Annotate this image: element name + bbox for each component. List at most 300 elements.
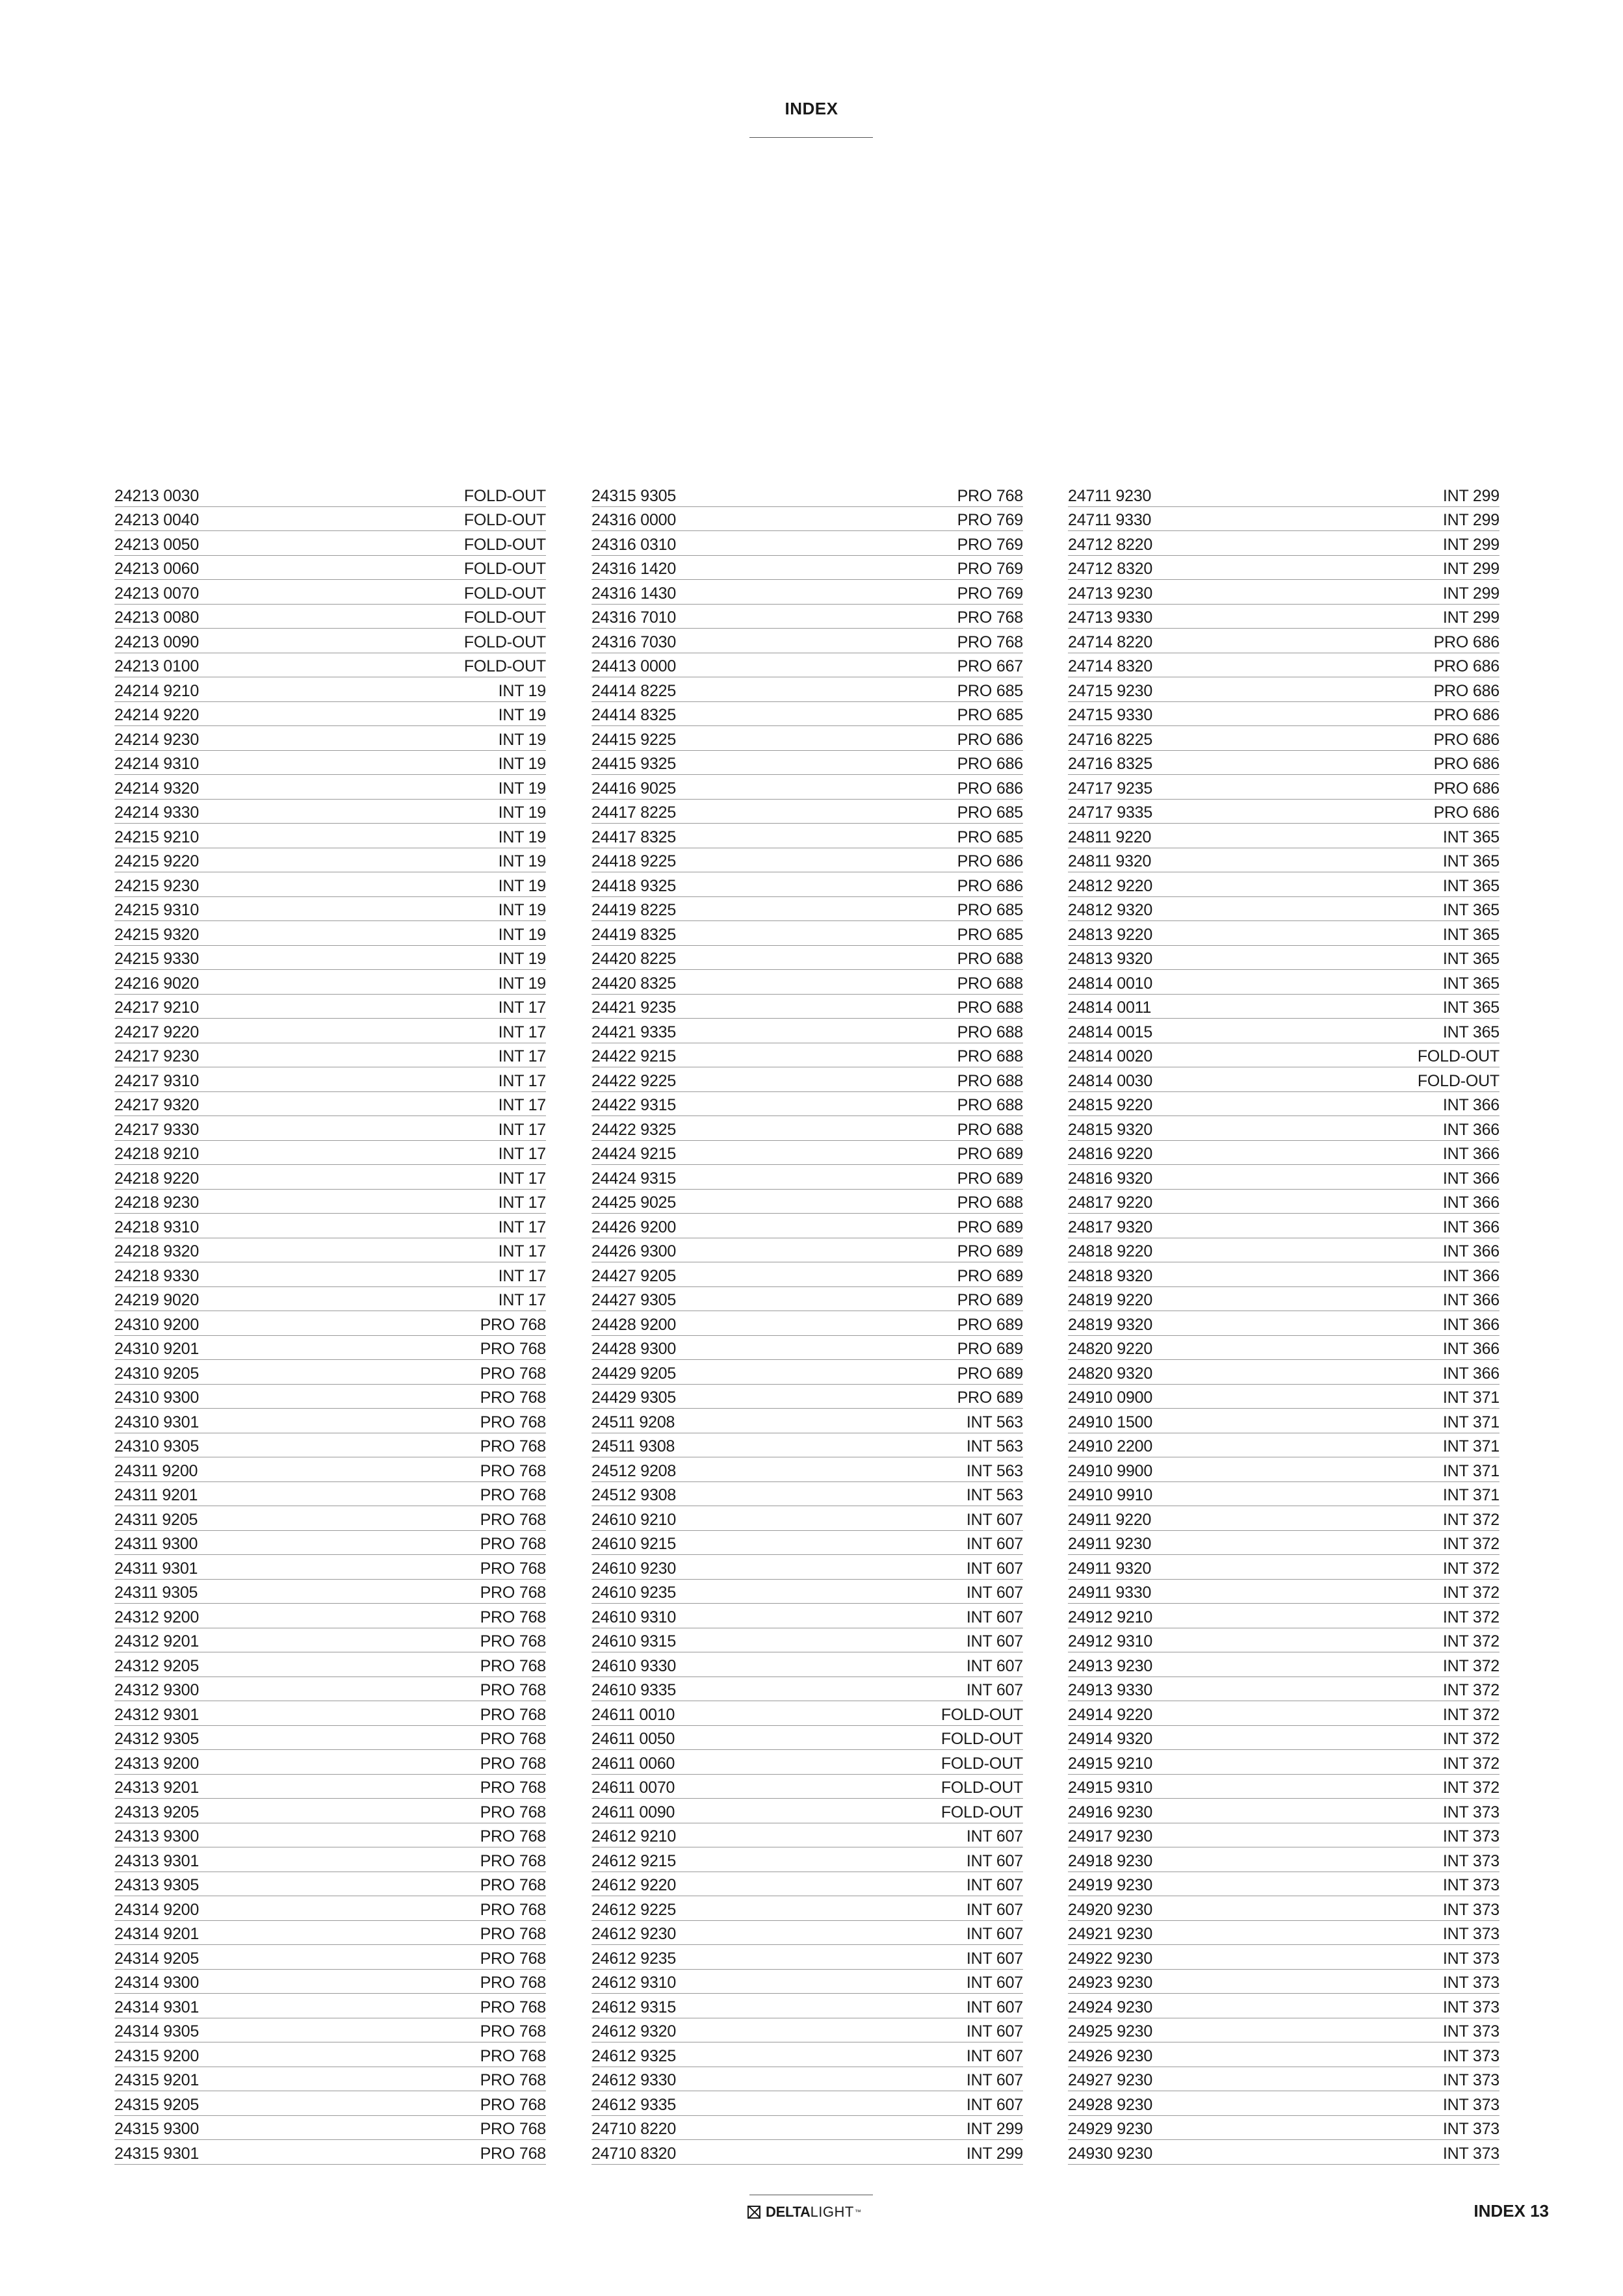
page-reference: PRO 689 bbox=[957, 1169, 1023, 1188]
page-reference: FOLD-OUT bbox=[941, 1779, 1023, 1797]
article-code: 24424 9215 bbox=[591, 1145, 677, 1163]
article-code: 24316 1420 bbox=[591, 560, 677, 578]
article-code: 24316 7010 bbox=[591, 608, 677, 627]
page-reference: PRO 667 bbox=[957, 657, 1023, 675]
index-row bbox=[1068, 1262, 1500, 1287]
index-row bbox=[1068, 1580, 1500, 1604]
logo-text-bold: DELTA bbox=[766, 2204, 811, 2220]
index-row bbox=[591, 1019, 1023, 1043]
page-reference: FOLD-OUT bbox=[463, 535, 546, 554]
index-row bbox=[1068, 970, 1500, 995]
page-reference: PRO 768 bbox=[480, 1754, 546, 1773]
page-reference: INT 373 bbox=[1442, 1900, 1500, 1919]
article-code: 24612 9320 bbox=[591, 2022, 677, 2041]
page-reference: INT 373 bbox=[1442, 1998, 1500, 2016]
page-reference: FOLD-OUT bbox=[463, 584, 546, 603]
article-code: 24612 9210 bbox=[591, 1827, 677, 1846]
article-code: 24820 9320 bbox=[1068, 1364, 1153, 1383]
index-column-2 bbox=[591, 482, 1023, 2165]
index-row bbox=[591, 629, 1023, 653]
index-row bbox=[591, 1677, 1023, 1702]
page-reference: INT 19 bbox=[498, 755, 546, 773]
page-reference: PRO 768 bbox=[480, 1608, 546, 1626]
index-row bbox=[114, 1677, 546, 1702]
article-code: 24213 0040 bbox=[114, 511, 200, 529]
page-title: INDEX bbox=[785, 99, 838, 118]
page-reference: PRO 768 bbox=[480, 1584, 546, 1602]
article-code: 24417 8225 bbox=[591, 803, 677, 822]
article-code: 24316 1430 bbox=[591, 584, 677, 603]
index-row bbox=[1068, 751, 1500, 776]
page-reference: INT 365 bbox=[1442, 876, 1500, 895]
page-reference: FOLD-OUT bbox=[1417, 1071, 1500, 1090]
article-code: 24214 9220 bbox=[114, 706, 200, 724]
index-row bbox=[114, 897, 546, 922]
article-code: 24413 0000 bbox=[591, 657, 677, 675]
article-code: 24419 8325 bbox=[591, 925, 677, 944]
index-row bbox=[1068, 1652, 1500, 1677]
article-code: 24928 9230 bbox=[1068, 2095, 1153, 2114]
index-row bbox=[114, 1116, 546, 1141]
page-reference: PRO 768 bbox=[480, 1389, 546, 1407]
page-reference: FOLD-OUT bbox=[463, 633, 546, 651]
index-row bbox=[591, 1970, 1023, 1994]
page-reference: FOLD-OUT bbox=[463, 560, 546, 578]
page-reference: PRO 768 bbox=[957, 633, 1023, 651]
article-code: 24610 9210 bbox=[591, 1510, 677, 1529]
page-reference: FOLD-OUT bbox=[941, 1754, 1023, 1773]
page-reference: INT 372 bbox=[1442, 1730, 1500, 1748]
index-row bbox=[1068, 1921, 1500, 1946]
page-reference: PRO 768 bbox=[480, 1510, 546, 1529]
article-code: 24218 9310 bbox=[114, 1218, 200, 1236]
page-reference: INT 607 bbox=[966, 1656, 1023, 1675]
index-row bbox=[591, 2042, 1023, 2067]
page-reference: PRO 768 bbox=[480, 1876, 546, 1894]
logo-trademark: ™ bbox=[854, 2208, 861, 2216]
article-code: 24421 9335 bbox=[591, 1023, 677, 1041]
article-code: 24415 9325 bbox=[591, 755, 677, 773]
article-code: 24811 9220 bbox=[1068, 828, 1152, 846]
index-row bbox=[114, 653, 546, 678]
index-row bbox=[1068, 629, 1500, 653]
page-reference: INT 372 bbox=[1442, 1754, 1500, 1773]
index-row bbox=[114, 1775, 546, 1799]
page-reference: INT 299 bbox=[966, 2120, 1023, 2138]
article-code: 24911 9320 bbox=[1068, 1559, 1152, 1578]
article-code: 24926 9230 bbox=[1068, 2046, 1153, 2065]
article-code: 24418 9325 bbox=[591, 876, 677, 895]
article-code: 24512 9308 bbox=[591, 1486, 677, 1504]
page-reference: FOLD-OUT bbox=[941, 1803, 1023, 1821]
article-code: 24428 9200 bbox=[591, 1315, 677, 1334]
article-code: 24713 9330 bbox=[1068, 608, 1153, 627]
page-reference: PRO 768 bbox=[480, 1730, 546, 1748]
article-code: 24717 9335 bbox=[1068, 803, 1153, 822]
page-reference: INT 607 bbox=[966, 1608, 1023, 1626]
index-row bbox=[1068, 1847, 1500, 1872]
index-row bbox=[114, 1287, 546, 1312]
article-code: 24610 9235 bbox=[591, 1584, 677, 1602]
index-row bbox=[591, 1482, 1023, 1507]
article-code: 24610 9230 bbox=[591, 1559, 677, 1578]
article-code: 24312 9200 bbox=[114, 1608, 200, 1626]
page-reference: PRO 768 bbox=[480, 2071, 546, 2089]
page-reference: PRO 689 bbox=[957, 1218, 1023, 1236]
index-row bbox=[1068, 2042, 1500, 2067]
page-reference: PRO 768 bbox=[480, 1705, 546, 1724]
article-code: 24217 9330 bbox=[114, 1120, 200, 1139]
page-reference: INT 373 bbox=[1442, 2120, 1500, 2138]
page-reference: PRO 769 bbox=[957, 535, 1023, 554]
article-code: 24214 9230 bbox=[114, 730, 200, 749]
page-reference: PRO 769 bbox=[957, 584, 1023, 603]
page-reference: INT 607 bbox=[966, 1925, 1023, 1943]
page-reference: INT 607 bbox=[966, 1876, 1023, 1894]
index-row bbox=[591, 872, 1023, 897]
article-code: 24427 9305 bbox=[591, 1291, 677, 1309]
index-row bbox=[114, 1628, 546, 1653]
page-reference: PRO 688 bbox=[957, 1120, 1023, 1139]
article-code: 24312 9301 bbox=[114, 1705, 200, 1724]
page-reference: INT 17 bbox=[498, 1047, 546, 1065]
index-row bbox=[1068, 1165, 1500, 1190]
index-row bbox=[591, 921, 1023, 946]
article-code: 24610 9315 bbox=[591, 1632, 677, 1650]
page-reference: PRO 685 bbox=[957, 803, 1023, 822]
page-reference: PRO 686 bbox=[1433, 633, 1500, 651]
page-reference: PRO 688 bbox=[957, 1071, 1023, 1090]
index-row bbox=[1068, 872, 1500, 897]
page-reference: INT 563 bbox=[966, 1486, 1023, 1504]
page-reference: FOLD-OUT bbox=[463, 511, 546, 529]
index-row bbox=[114, 1506, 546, 1531]
index-row bbox=[114, 2042, 546, 2067]
article-code: 24919 9230 bbox=[1068, 1876, 1153, 1894]
article-code: 24610 9335 bbox=[591, 1681, 677, 1699]
article-code: 24715 9230 bbox=[1068, 681, 1153, 700]
article-code: 24217 9310 bbox=[114, 1071, 200, 1090]
index-row bbox=[1068, 1019, 1500, 1043]
article-code: 24310 9301 bbox=[114, 1413, 200, 1431]
article-code: 24315 9301 bbox=[114, 2144, 200, 2163]
article-code: 24910 0900 bbox=[1068, 1389, 1153, 1407]
index-row bbox=[114, 1994, 546, 2018]
page-reference: INT 607 bbox=[966, 1900, 1023, 1919]
index-row bbox=[1068, 824, 1500, 848]
article-code: 24213 0090 bbox=[114, 633, 200, 651]
article-code: 24414 8225 bbox=[591, 681, 677, 700]
article-code: 24911 9330 bbox=[1068, 1584, 1152, 1602]
article-code: 24611 0070 bbox=[591, 1779, 675, 1797]
index-row bbox=[114, 1555, 546, 1580]
index-row bbox=[114, 1921, 546, 1946]
page-reference: INT 366 bbox=[1442, 1340, 1500, 1358]
article-code: 24218 9320 bbox=[114, 1242, 200, 1260]
index-row bbox=[114, 1360, 546, 1385]
article-code: 24215 9230 bbox=[114, 876, 200, 895]
article-code: 24920 9230 bbox=[1068, 1900, 1153, 1919]
page-reference: INT 19 bbox=[498, 730, 546, 749]
article-code: 24819 9320 bbox=[1068, 1315, 1153, 1334]
page-reference: PRO 689 bbox=[957, 1291, 1023, 1309]
page-reference: PRO 768 bbox=[480, 1779, 546, 1797]
page-reference: INT 17 bbox=[498, 1096, 546, 1114]
page-reference: PRO 686 bbox=[957, 779, 1023, 798]
page-reference: INT 372 bbox=[1442, 1632, 1500, 1650]
page-reference: PRO 686 bbox=[1433, 803, 1500, 822]
page-reference: INT 366 bbox=[1442, 1194, 1500, 1212]
index-row bbox=[1068, 1677, 1500, 1702]
index-row bbox=[591, 1385, 1023, 1409]
page-reference: INT 607 bbox=[966, 1510, 1023, 1529]
article-code: 24316 0000 bbox=[591, 511, 677, 529]
article-code: 24429 9205 bbox=[591, 1364, 677, 1383]
index-row bbox=[1068, 1823, 1500, 1848]
index-row bbox=[114, 1872, 546, 1897]
index-row bbox=[1068, 2116, 1500, 2141]
page-reference: PRO 768 bbox=[480, 1340, 546, 1358]
article-code: 24314 9301 bbox=[114, 1998, 200, 2016]
index-row bbox=[1068, 1970, 1500, 1994]
article-code: 24611 0090 bbox=[591, 1803, 675, 1821]
article-code: 24813 9220 bbox=[1068, 925, 1153, 944]
article-code: 24215 9330 bbox=[114, 950, 200, 968]
article-code: 24426 9300 bbox=[591, 1242, 677, 1260]
index-row bbox=[591, 1457, 1023, 1482]
article-code: 24218 9210 bbox=[114, 1145, 200, 1163]
page-reference: INT 372 bbox=[1442, 1584, 1500, 1602]
index-row bbox=[1068, 1750, 1500, 1775]
article-code: 24811 9320 bbox=[1068, 852, 1152, 870]
index-row bbox=[114, 1823, 546, 1848]
page-reference: PRO 768 bbox=[480, 1974, 546, 1992]
index-row bbox=[591, 1921, 1023, 1946]
article-code: 24215 9220 bbox=[114, 852, 200, 870]
article-code: 24415 9225 bbox=[591, 730, 677, 749]
page-reference: INT 373 bbox=[1442, 1827, 1500, 1846]
article-code: 24911 9230 bbox=[1068, 1535, 1152, 1553]
page-reference: INT 19 bbox=[498, 828, 546, 846]
page-reference: INT 19 bbox=[498, 901, 546, 919]
page-reference: INT 365 bbox=[1442, 828, 1500, 846]
article-code: 24312 9300 bbox=[114, 1681, 200, 1699]
index-row bbox=[1068, 1726, 1500, 1751]
index-row bbox=[1068, 1336, 1500, 1361]
article-code: 24315 9205 bbox=[114, 2095, 200, 2114]
article-code: 24914 9320 bbox=[1068, 1730, 1153, 1748]
article-code: 24611 0060 bbox=[591, 1754, 675, 1773]
index-row bbox=[114, 726, 546, 751]
index-row bbox=[114, 872, 546, 897]
index-row bbox=[1068, 1433, 1500, 1458]
index-row bbox=[591, 751, 1023, 776]
index-row bbox=[591, 775, 1023, 800]
index-row bbox=[114, 1311, 546, 1336]
page-reference: INT 607 bbox=[966, 1681, 1023, 1699]
page-reference: INT 607 bbox=[966, 1974, 1023, 1992]
page-reference: INT 607 bbox=[966, 2046, 1023, 2065]
article-code: 24911 9220 bbox=[1068, 1510, 1152, 1529]
index-row bbox=[1068, 1482, 1500, 1507]
article-code: 24311 9305 bbox=[114, 1584, 198, 1602]
article-code: 24912 9310 bbox=[1068, 1632, 1153, 1650]
index-row bbox=[114, 824, 546, 848]
page-reference: INT 365 bbox=[1442, 950, 1500, 968]
index-row bbox=[114, 1043, 546, 1068]
index-row bbox=[1068, 2067, 1500, 2092]
page-reference: PRO 768 bbox=[480, 1656, 546, 1675]
article-code: 24610 9330 bbox=[591, 1656, 677, 1675]
page-reference: INT 607 bbox=[966, 1998, 1023, 2016]
index-row bbox=[1068, 946, 1500, 971]
page-reference: INT 19 bbox=[498, 706, 546, 724]
page-reference: FOLD-OUT bbox=[941, 1730, 1023, 1748]
article-code: 24611 0010 bbox=[591, 1705, 675, 1724]
index-column-1 bbox=[114, 482, 546, 2165]
index-row bbox=[591, 1945, 1023, 1970]
article-code: 24910 2200 bbox=[1068, 1437, 1153, 1455]
page-reference: INT 19 bbox=[498, 681, 546, 700]
article-code: 24310 9200 bbox=[114, 1315, 200, 1334]
page-reference: PRO 686 bbox=[1433, 657, 1500, 675]
article-code: 24311 9205 bbox=[114, 1510, 198, 1529]
index-row bbox=[114, 677, 546, 702]
article-code: 24417 8325 bbox=[591, 828, 677, 846]
page-reference: PRO 768 bbox=[480, 1925, 546, 1943]
page-reference: INT 299 bbox=[1442, 584, 1500, 603]
page-reference: INT 372 bbox=[1442, 1535, 1500, 1553]
article-code: 24219 9020 bbox=[114, 1291, 200, 1309]
article-code: 24714 8220 bbox=[1068, 633, 1153, 651]
index-row bbox=[1068, 580, 1500, 605]
page-reference: FOLD-OUT bbox=[463, 657, 546, 675]
delta-logo-icon bbox=[747, 2206, 760, 2219]
page-reference: PRO 685 bbox=[957, 706, 1023, 724]
index-row bbox=[591, 726, 1023, 751]
article-code: 24214 9210 bbox=[114, 681, 200, 700]
page-reference: PRO 689 bbox=[957, 1266, 1023, 1285]
index-row bbox=[591, 946, 1023, 971]
page-reference: PRO 686 bbox=[1433, 730, 1500, 749]
article-code: 24214 9330 bbox=[114, 803, 200, 822]
page-reference: PRO 768 bbox=[480, 2144, 546, 2163]
index-row bbox=[114, 1799, 546, 1823]
article-code: 24611 0050 bbox=[591, 1730, 675, 1748]
article-code: 24924 9230 bbox=[1068, 1998, 1153, 2016]
page-reference: INT 373 bbox=[1442, 2144, 1500, 2163]
page-reference: PRO 768 bbox=[480, 1535, 546, 1553]
article-code: 24312 9305 bbox=[114, 1730, 200, 1748]
index-row bbox=[591, 653, 1023, 678]
article-code: 24715 9330 bbox=[1068, 706, 1153, 724]
page-reference: INT 19 bbox=[498, 803, 546, 822]
index-row bbox=[591, 1847, 1023, 1872]
index-row bbox=[114, 1604, 546, 1628]
index-row bbox=[591, 1775, 1023, 1799]
article-code: 24917 9230 bbox=[1068, 1827, 1153, 1846]
page-reference: INT 373 bbox=[1442, 1876, 1500, 1894]
article-code: 24418 9225 bbox=[591, 852, 677, 870]
article-code: 24312 9201 bbox=[114, 1632, 200, 1650]
index-row bbox=[114, 775, 546, 800]
page-reference: INT 372 bbox=[1442, 1705, 1500, 1724]
page-reference: PRO 689 bbox=[957, 1315, 1023, 1334]
page-reference: PRO 768 bbox=[480, 1315, 546, 1334]
article-code: 24313 9305 bbox=[114, 1876, 200, 1894]
page-reference: PRO 768 bbox=[480, 1437, 546, 1455]
article-code: 24426 9200 bbox=[591, 1218, 677, 1236]
article-code: 24216 9020 bbox=[114, 974, 200, 993]
index-row bbox=[114, 848, 546, 873]
page-reference: INT 366 bbox=[1442, 1266, 1500, 1285]
index-row bbox=[591, 800, 1023, 824]
index-row bbox=[591, 1287, 1023, 1312]
article-code: 24814 0030 bbox=[1068, 1071, 1153, 1090]
index-row bbox=[114, 1385, 546, 1409]
article-code: 24812 9220 bbox=[1068, 876, 1153, 895]
page-reference: INT 19 bbox=[498, 876, 546, 895]
index-row bbox=[591, 1165, 1023, 1190]
page-reference: PRO 768 bbox=[480, 1559, 546, 1578]
article-code: 24311 9200 bbox=[114, 1461, 198, 1480]
index-row bbox=[1068, 1238, 1500, 1263]
index-row bbox=[114, 556, 546, 581]
index-row bbox=[114, 702, 546, 727]
article-code: 24816 9220 bbox=[1068, 1145, 1153, 1163]
article-code: 24710 8320 bbox=[591, 2144, 677, 2163]
index-row bbox=[114, 1580, 546, 1604]
article-code: 24818 9220 bbox=[1068, 1242, 1153, 1260]
article-code: 24612 9325 bbox=[591, 2046, 677, 2065]
index-row bbox=[114, 970, 546, 995]
page-reference: PRO 686 bbox=[957, 755, 1023, 773]
article-code: 24422 9315 bbox=[591, 1096, 677, 1114]
index-row bbox=[114, 1092, 546, 1117]
page-reference: INT 365 bbox=[1442, 1023, 1500, 1041]
index-row bbox=[591, 1506, 1023, 1531]
article-code: 24612 9235 bbox=[591, 1949, 677, 1968]
article-code: 24314 9300 bbox=[114, 1974, 200, 1992]
index-row bbox=[114, 1141, 546, 1166]
page-number: INDEX 13 bbox=[1474, 2201, 1549, 2221]
index-row bbox=[1068, 897, 1500, 922]
article-code: 24313 9205 bbox=[114, 1803, 200, 1821]
article-code: 24716 8325 bbox=[1068, 755, 1153, 773]
page-reference: INT 299 bbox=[1442, 511, 1500, 529]
article-code: 24612 9310 bbox=[591, 1974, 677, 1992]
page-reference: INT 373 bbox=[1442, 2022, 1500, 2041]
article-code: 24714 8320 bbox=[1068, 657, 1153, 675]
page-reference: INT 365 bbox=[1442, 925, 1500, 944]
index-row bbox=[1068, 1628, 1500, 1653]
article-code: 24612 9215 bbox=[591, 1851, 677, 1870]
index-row bbox=[1068, 1506, 1500, 1531]
article-code: 24910 1500 bbox=[1068, 1413, 1153, 1431]
page-reference: PRO 688 bbox=[957, 1096, 1023, 1114]
article-code: 24922 9230 bbox=[1068, 1949, 1153, 1968]
article-code: 24215 9210 bbox=[114, 828, 200, 846]
page-reference: INT 366 bbox=[1442, 1120, 1500, 1139]
index-row bbox=[1068, 556, 1500, 581]
index-row bbox=[1068, 1409, 1500, 1433]
index-row bbox=[114, 1945, 546, 1970]
article-code: 24429 9305 bbox=[591, 1389, 677, 1407]
index-row bbox=[114, 1262, 546, 1287]
index-row bbox=[1068, 702, 1500, 727]
page-reference: PRO 686 bbox=[1433, 755, 1500, 773]
index-row bbox=[114, 580, 546, 605]
